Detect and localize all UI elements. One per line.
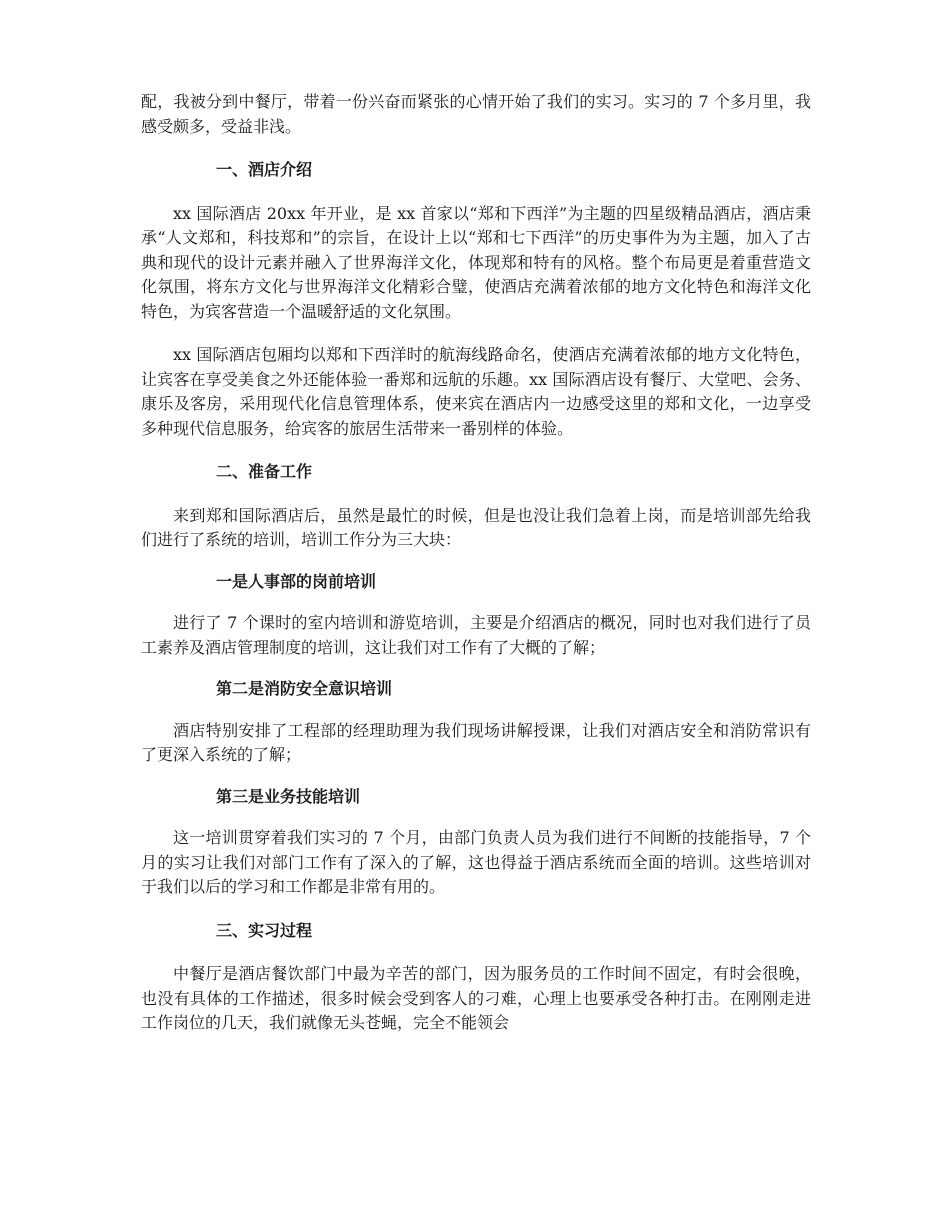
document-page [141,90,811,1036]
subheading-hr-training: 一是人事部的岗前培训 [216,571,377,591]
section-heading-internship-process: 三、实习过程 [216,920,313,940]
hr-training-paragraph: 进行了 7 个课时的室内培训和游览培训，主要是介绍酒店的概况，同时也对我们进行了员工素养及酒店管理制度的培训，这让我们对工作有了大概的了解； [141,613,811,657]
fire-safety-paragraph: 酒店特别安排了工程部的经理助理为我们现场讲解授课，让我们对酒店安全和消防常识有了更深入系统的了解； [141,720,811,764]
subheading-fire-safety-training: 第二是消防安全意识培训 [216,679,393,698]
skills-training-paragraph: 这一培训贯穿着我们实习的 7 个月，由部门负责人员为我们进行不间断的技能指导，7 个月的实习让我们对部门工作有了深入的了解，这也得益于酒店系统而全面的培训。这些培训对于我们以后的学习和工作都是非常有用的。 [141,828,811,896]
intro-paragraph: 配，我被分到中餐厅，带着一份兴奋而紧张的心情开始了我们的实习。实习的 7 个多月里，我感受颇多，受益非浅。 [141,92,811,136]
subheading-skills-training: 第三是业务技能培训 [216,786,361,806]
hotel-intro-paragraph-2: xx 国际酒店包厢均以郑和下西洋时的航海线路命名，使酒店充满着浓郁的地方文化特色，让宾客在享受美食之外还能体验一番郑和远航的乐趣。xx 国际酒店设有餐厅、大堂吧、会务、康乐及客房，采用现代化信息管理体系，使来宾在酒店内一边感受这里的郑和文化，一边享受多种现代信息服务，给宾客的旅居生活带来一番别样的体验。 [141,345,811,438]
internship-process-paragraph: 中餐厅是酒店餐饮部门中最为辛苦的部门，因为服务员的工作时间不固定，有时会很晚，也没有具体的工作描述，很多时候会受到客人的刁难，心理上也要承受各种打击。在刚刚走进工作岗位的几天，我们就像无头苍蝇，完全不能领会 [141,964,811,1032]
section-heading-hotel-intro: 一、酒店介绍 [216,160,313,179]
section-heading-preparation: 二、准备工作 [216,462,313,481]
preparation-paragraph: 来到郑和国际酒店后，虽然是最忙的时候，但是也没让我们急着上岗，而是培训部先给我们进行了系统的培训，培训工作分为三大块： [141,505,811,549]
hotel-intro-paragraph-1: xx 国际酒店 20xx 年开业，是 xx 首家以“郑和下西洋”为主题的四星级精品酒店，酒店秉承“人文郑和，科技郑和”的宗旨，在设计上以“郑和七下西洋”的历史事件为为主题，加入了古典和现代的设计元素并融入了世界海洋文化，体现郑和特有的风格。整个布局更是着重营造文化氛围，将东方文化与世界海洋文化精彩合璧，使酒店充满着浓郁的地方文化特色和海洋文化特色，为宾客营造一个温暖舒适的文化氛围。 [141,203,811,321]
